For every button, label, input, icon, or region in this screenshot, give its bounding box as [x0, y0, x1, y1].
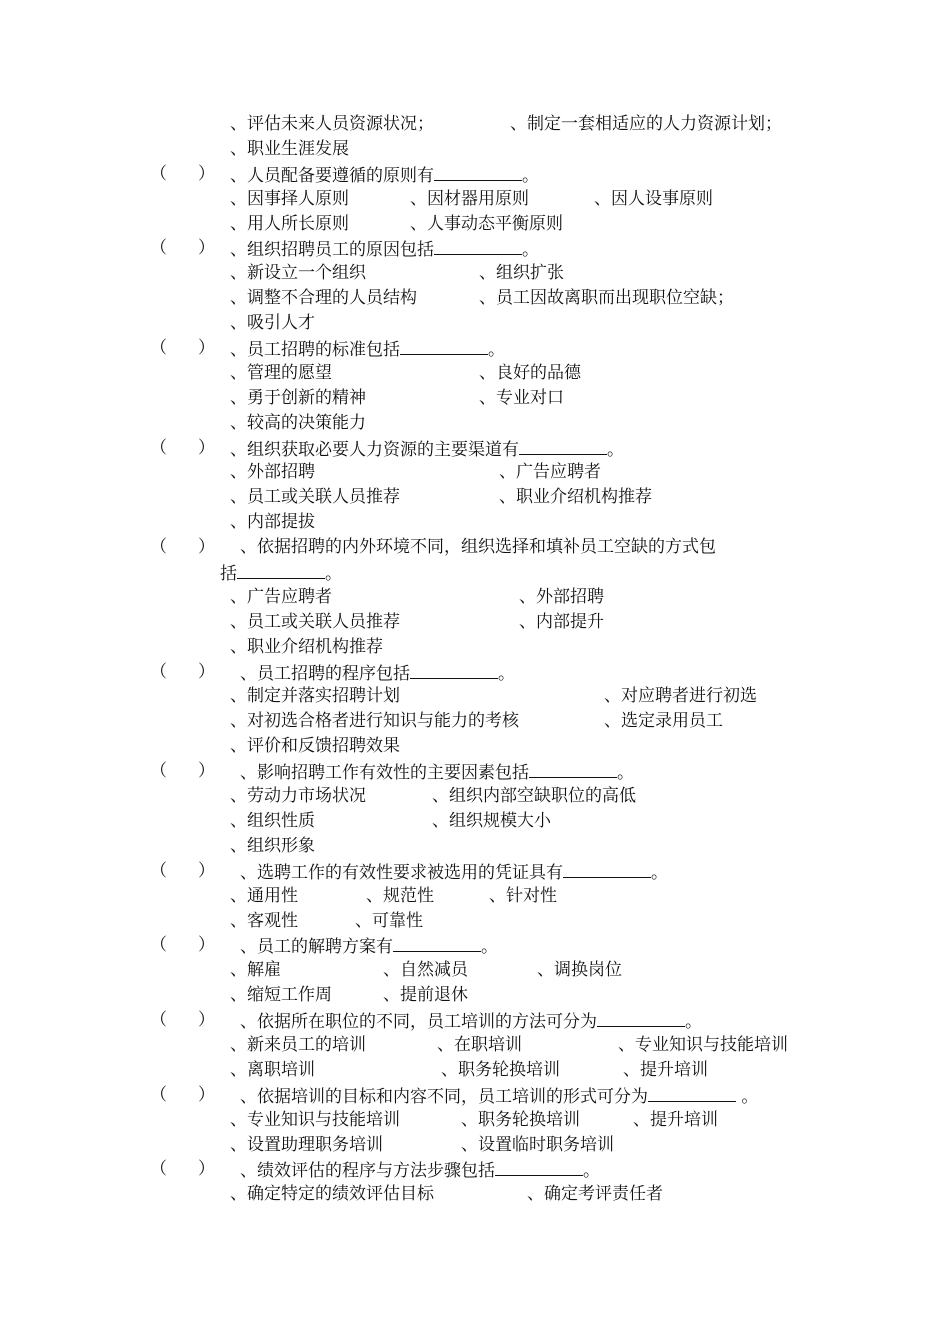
question-text: [230, 336, 505, 363]
answer-option: 、员工或关联人员推荐: [230, 487, 400, 508]
answer-option: 、员工因故离职而出现职位空缺；: [479, 288, 734, 309]
question-text: [240, 859, 668, 886]
answer-paren-left: （: [150, 238, 167, 259]
answer-paren-left: （: [150, 1084, 167, 1105]
question-line: [0, 1157, 950, 1182]
answer-option: 、勇于创新的精神: [230, 387, 366, 408]
answer-option: 、选定录用员工: [604, 711, 723, 732]
answer-option: 、客观性: [230, 910, 298, 931]
fill-in-blank: [393, 933, 481, 952]
question-stem: 括: [220, 564, 237, 585]
question-text: [240, 535, 716, 560]
answer-option: 、用人所长原则: [230, 213, 349, 234]
answer-option: 、确定考评责任者: [527, 1184, 663, 1205]
answer-option: 、确定特定的绩效评估目标: [230, 1184, 434, 1205]
answer-option: 、组织形象: [230, 835, 315, 856]
answer-option: 、因事择人原则: [230, 188, 349, 209]
answer-option: 、在职培训: [437, 1034, 522, 1055]
question-stem: 、依据招聘的内外环境不同，组织选择和填补员工空缺的方式包: [240, 537, 716, 558]
answer-paren-right: ）: [198, 860, 215, 881]
question-text: [240, 1083, 758, 1110]
question-end-mark: 。: [498, 663, 515, 684]
question-line: [0, 933, 950, 958]
answer-option: 、评价和反馈招聘效果: [230, 736, 400, 757]
answer-option: 、职务轮换培训: [441, 1059, 560, 1080]
answer-option: 、组织扩张: [479, 263, 564, 284]
option-line: [0, 958, 950, 983]
answer-option: 、吸引人才: [230, 313, 315, 334]
answer-option: 、调换岗位: [537, 960, 622, 981]
question-text: [240, 660, 515, 687]
question-end-mark: 。: [651, 862, 668, 883]
option-line: [0, 1133, 950, 1158]
question-end-mark: 。: [617, 763, 634, 784]
answer-option: 、广告应聘者: [230, 586, 332, 607]
question-line: [0, 436, 950, 461]
option-line: [0, 635, 950, 660]
answer-paren-left: （: [150, 163, 167, 184]
fill-in-blank: [410, 660, 498, 679]
option-line: [0, 585, 950, 610]
answer-paren-right: ）: [198, 437, 215, 458]
question-end-mark: 。: [522, 240, 539, 261]
question-text: [230, 236, 539, 263]
answer-option: 、通用性: [230, 885, 298, 906]
option-line: [0, 485, 950, 510]
question-end-mark: 。: [481, 937, 498, 958]
answer-option: 、员工或关联人员推荐: [230, 611, 400, 632]
option-line: [0, 734, 950, 759]
question-text: [230, 162, 539, 189]
question-text: [240, 1157, 600, 1184]
option-line: [0, 361, 950, 386]
fill-in-blank: [563, 859, 651, 878]
answer-paren-right: ）: [198, 238, 215, 259]
answer-paren-right: ）: [198, 163, 215, 184]
answer-option: 、针对性: [489, 885, 557, 906]
answer-paren-left: （: [150, 661, 167, 682]
option-line: [0, 684, 950, 709]
question-stem: 、员工招聘的程序包括: [240, 663, 410, 684]
question-line: [0, 535, 950, 560]
answer-paren-right: ）: [198, 761, 215, 782]
question-line: [0, 336, 950, 361]
option-line: [0, 1108, 950, 1133]
option-line: [0, 112, 950, 137]
answer-option: 、规范性: [366, 885, 434, 906]
answer-option: 、评估未来人员资源状况；: [230, 114, 434, 134]
fill-in-blank: [434, 162, 522, 181]
answer-option: 、外部招聘: [519, 586, 604, 607]
question-line: [0, 560, 950, 585]
question-line: [0, 859, 950, 884]
question-end-mark: 。: [583, 1161, 600, 1182]
question-stem: 、员工的解聘方案有: [240, 937, 393, 958]
fill-in-blank: [519, 436, 607, 455]
option-line: [0, 212, 950, 237]
question-text: [240, 933, 498, 960]
answer-option: 、人事动态平衡原则: [410, 213, 563, 234]
answer-paren-left: （: [150, 761, 167, 782]
question-stem: 、人员配备要遵循的原则有: [230, 165, 434, 186]
question-end-mark: 。: [685, 1012, 702, 1033]
answer-option: 、职务轮换培训: [461, 1109, 580, 1130]
answer-option: 、解雇: [230, 960, 281, 981]
option-line: [0, 834, 950, 859]
question-end-mark: 。: [522, 165, 539, 186]
option-line: [0, 460, 950, 485]
answer-paren-right: ）: [198, 935, 215, 956]
question-text: [220, 560, 342, 587]
answer-option: 、提前退休: [383, 985, 468, 1006]
answer-paren-left: （: [150, 537, 167, 558]
answer-option: 、自然减员: [383, 960, 468, 981]
answer-option: 、较高的决策能力: [230, 412, 366, 433]
option-line: [0, 809, 950, 834]
question-stem: 、组织招聘员工的原因包括: [230, 240, 434, 261]
answer-paren-left: （: [150, 935, 167, 956]
option-line: [0, 261, 950, 286]
question-stem: 、员工招聘的标准包括: [230, 340, 400, 361]
option-line: [0, 187, 950, 212]
fill-in-blank: [529, 759, 617, 778]
question-line: [0, 1083, 950, 1108]
answer-option: 、调整不合理的人员结构: [230, 288, 417, 309]
answer-option: 、专业知识与技能培训: [230, 1109, 400, 1130]
answer-option: 、组织规模大小: [432, 810, 551, 831]
option-line: [0, 709, 950, 734]
answer-option: 、新来员工的培训: [230, 1034, 366, 1055]
option-line: [0, 784, 950, 809]
fill-in-blank: [237, 560, 325, 579]
option-line: [0, 286, 950, 311]
answer-option: 、提升培训: [623, 1059, 708, 1080]
answer-option: 、外部招聘: [230, 462, 315, 483]
document-body: [0, 112, 950, 1207]
answer-paren-right: ）: [198, 1010, 215, 1031]
question-line: [0, 162, 950, 187]
question-text: [230, 436, 624, 463]
option-line: [0, 411, 950, 436]
question-line: [0, 660, 950, 685]
answer-paren-left: （: [150, 1010, 167, 1031]
answer-option: 、因材器用原则: [410, 188, 529, 209]
answer-paren-right: ）: [198, 1159, 215, 1180]
option-line: [0, 137, 950, 162]
answer-paren-right: ）: [198, 1084, 215, 1105]
answer-option: 、对应聘者进行初选: [604, 686, 757, 707]
option-line: [0, 386, 950, 411]
answer-option: 、内部提拔: [230, 512, 315, 533]
option-line: [0, 610, 950, 635]
answer-option: 、缩短工作周: [230, 985, 332, 1006]
answer-option: 、劳动力市场状况: [230, 786, 366, 807]
question-stem: 、依据培训的目标和内容不同，员工培训的形式可分为: [240, 1086, 648, 1107]
answer-paren-right: ）: [198, 338, 215, 359]
question-stem: 、影响招聘工作有效性的主要因素包括: [240, 763, 529, 784]
answer-paren-left: （: [150, 437, 167, 458]
answer-option: 、良好的品德: [479, 362, 581, 383]
answer-option: 、组织性质: [230, 810, 315, 831]
answer-option: 、组织内部空缺职位的高低: [432, 786, 636, 807]
question-end-mark: 。: [325, 564, 342, 585]
option-line: [0, 1058, 950, 1083]
answer-paren-left: （: [150, 1159, 167, 1180]
answer-option: 、设置助理职务培训: [230, 1134, 383, 1155]
option-line: [0, 884, 950, 909]
question-stem: 、组织获取必要人力资源的主要渠道有: [230, 439, 519, 460]
answer-option: 、职业介绍机构推荐: [499, 487, 652, 508]
answer-paren-left: （: [150, 860, 167, 881]
question-line: [0, 1008, 950, 1033]
answer-option: 、提升培训: [633, 1109, 718, 1130]
fill-in-blank: [400, 336, 488, 355]
question-end-mark: 。: [607, 439, 624, 460]
answer-option: 、新设立一个组织: [230, 263, 366, 284]
answer-paren-left: （: [150, 338, 167, 359]
fill-in-blank: [597, 1008, 685, 1027]
option-line: [0, 311, 950, 336]
question-stem: 、绩效评估的程序与方法步骤包括: [240, 1161, 495, 1182]
option-line: [0, 510, 950, 535]
answer-option: 、专业知识与技能培训: [618, 1034, 788, 1055]
question-text: [240, 1008, 702, 1035]
answer-option: 、制定并落实招聘计划: [230, 686, 400, 707]
fill-in-blank: [648, 1083, 736, 1102]
answer-option: 、专业对口: [479, 387, 564, 408]
answer-option: 、对初选合格者进行知识与能力的考核: [230, 711, 519, 732]
option-line: [0, 983, 950, 1008]
answer-option: 、离职培训: [230, 1059, 315, 1080]
fill-in-blank: [434, 236, 522, 255]
option-line: [0, 1033, 950, 1058]
answer-option: 、因人设事原则: [594, 188, 713, 209]
question-stem: 、依据所在职位的不同，员工培训的方法可分为: [240, 1012, 597, 1033]
question-end-mark: 。: [736, 1086, 759, 1107]
answer-option: 、广告应聘者: [499, 462, 601, 483]
fill-in-blank: [495, 1157, 583, 1176]
answer-option: 、职业介绍机构推荐: [230, 636, 383, 657]
question-text: [240, 759, 634, 786]
answer-option: 、职业生涯发展: [230, 138, 349, 159]
answer-paren-right: ）: [198, 537, 215, 558]
option-line: [0, 1182, 950, 1207]
question-line: [0, 759, 950, 784]
question-line: [0, 236, 950, 261]
answer-option: 、制定一套相适应的人力资源计划；: [510, 114, 782, 134]
answer-option: 、管理的愿望: [230, 362, 332, 383]
answer-paren-right: ）: [198, 661, 215, 682]
answer-option: 、内部提升: [519, 611, 604, 632]
question-end-mark: 。: [488, 340, 505, 361]
answer-option: 、可靠性: [355, 910, 423, 931]
answer-option: 、设置临时职务培训: [461, 1134, 614, 1155]
option-line: [0, 909, 950, 934]
question-stem: 、选聘工作的有效性要求被选用的凭证具有: [240, 862, 563, 883]
